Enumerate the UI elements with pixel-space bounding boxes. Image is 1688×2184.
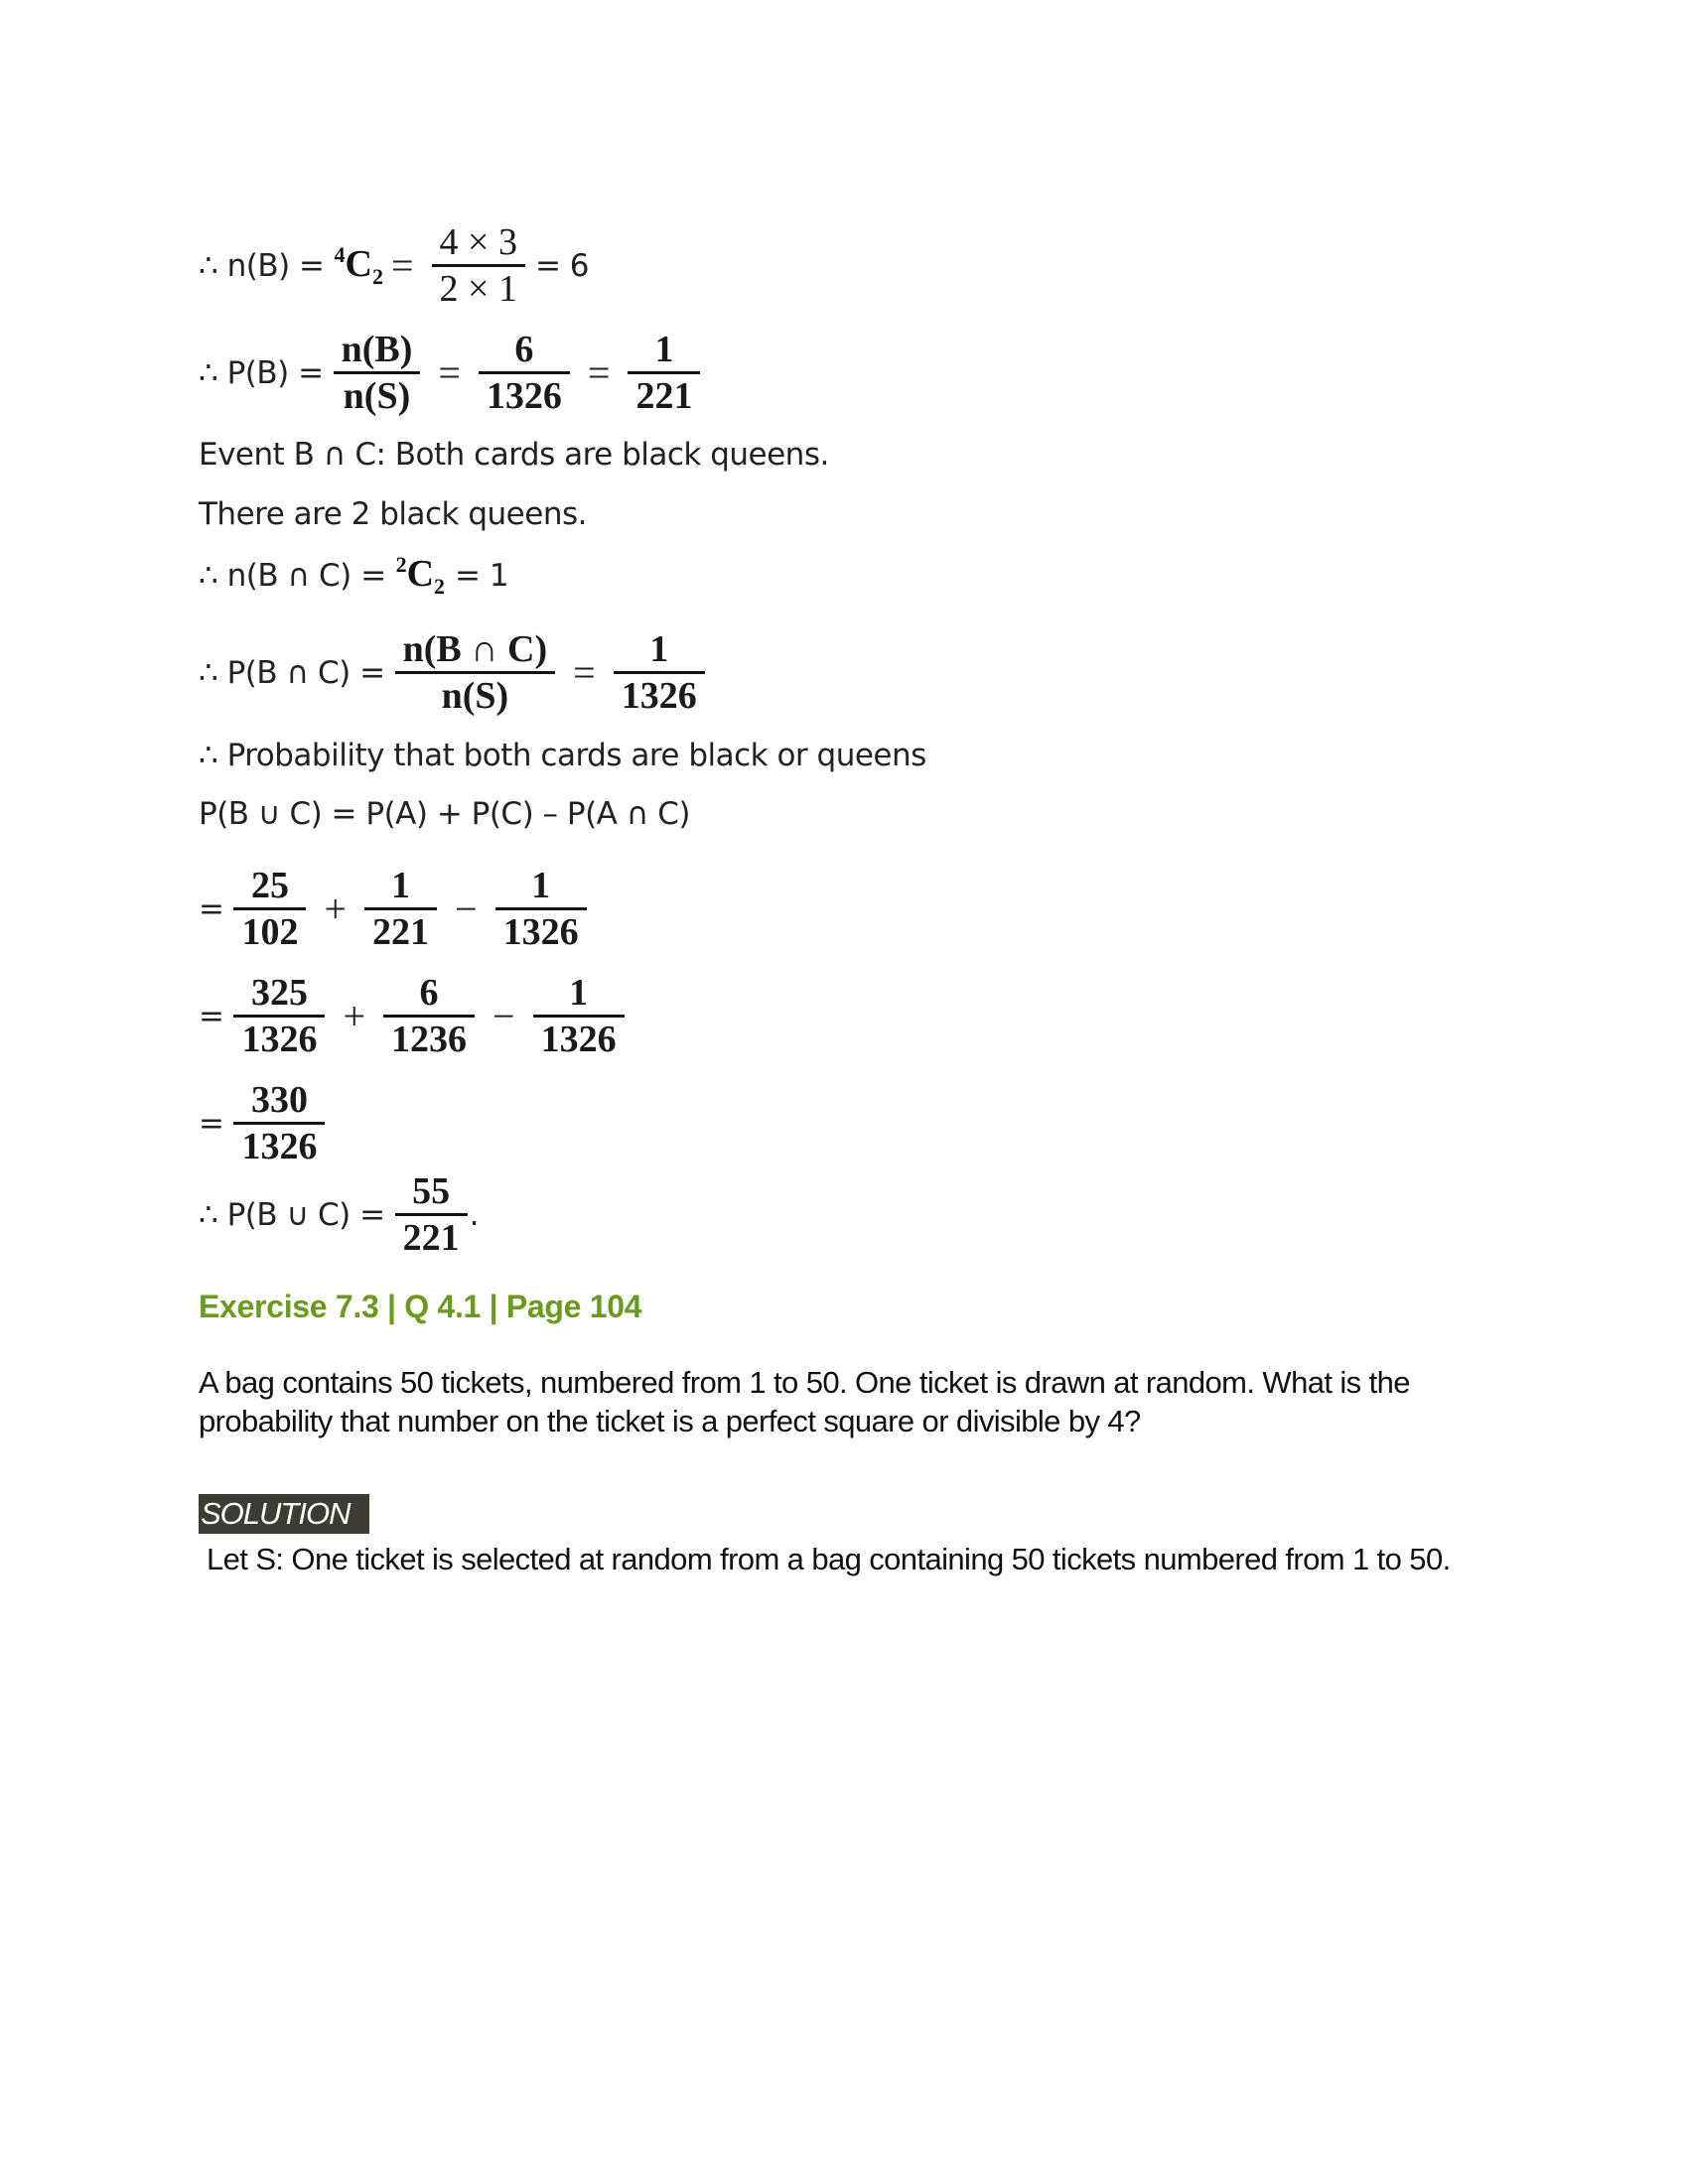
exercise-heading: Exercise 7.3 | Q 4.1 | Page 104 xyxy=(199,1289,642,1324)
fraction: $\frac{325}{1326}$ xyxy=(233,971,325,1061)
fraction: $\frac{6}{1236}$ xyxy=(383,971,475,1061)
step-3: = $\frac{330}{1326}$ xyxy=(199,1078,335,1168)
solution-label: SOLUTION xyxy=(199,1494,369,1534)
fraction: $\frac{1}{1326}$ xyxy=(495,864,587,954)
step-1: = $\frac{25}{102}$ + $\frac{1}{221}$ − $\frac{1}{1326}$ xyxy=(199,864,597,954)
fraction: $\frac{n(B \cap C)}{n(S)}$ xyxy=(395,627,556,718)
equation-pBC: ∴ P(B ∩ C) = $\frac{n(B \cap C)}{n(S)}$ = $\frac{1}{1326}$ xyxy=(199,627,715,718)
fraction: $\frac{25}{102}$ xyxy=(233,864,306,954)
equation-nB xyxy=(199,220,589,311)
fraction: $\frac{1}{221}$ xyxy=(628,328,700,418)
event-bc-text: Event B ∩ C: Both cards are black queens. xyxy=(199,437,829,473)
nB-prefix: ∴ n(B) = xyxy=(199,247,325,284)
fraction: $\frac{4 \times 3}{2 \times 1}$ xyxy=(432,220,525,311)
equals-sign: = xyxy=(390,243,414,288)
black-queens-text: There are 2 black queens. xyxy=(199,496,587,532)
probability-statement: ∴ Probability that both cards are black or queens xyxy=(199,738,926,773)
fraction: $\frac{1}{1326}$ xyxy=(614,627,705,718)
final-result: ∴ P(B ∪ C) = $\frac{55}{221}$ . xyxy=(199,1170,479,1259)
equation-pB: ∴ P(B) = $\frac{n(B)}{n(S)}$ = $\frac{6}{1326}$ = $\frac{1}{221}$ xyxy=(199,328,710,418)
fraction: $\frac{1}{221}$ xyxy=(364,864,437,954)
fraction: $\frac{6}{1326}$ xyxy=(479,328,570,418)
question-text: A bag contains 50 tickets, numbered from 1 to 50. One ticket is drawn at random. What is the probability that number on the ticket is a perfect square or divisible by 4? xyxy=(199,1365,1410,1438)
union-formula: P(B ∪ C) = P(A) + P(C) – P(A ∩ C) xyxy=(199,796,691,832)
pB-prefix: ∴ P(B) = xyxy=(199,354,324,391)
equation-nBC: ∴ n(B ∩ C) = 2C2 = 1 xyxy=(199,552,509,599)
combination: 4C2 xyxy=(334,241,383,289)
fraction: $\frac{55}{221}$ xyxy=(395,1169,468,1260)
combination: 2C2 xyxy=(395,552,446,599)
fraction: $\frac{1}{1326}$ xyxy=(533,971,625,1061)
solution-text: Let S: One ticket is selected at random from a bag containing 50 tickets numbered from 1 to 50. xyxy=(199,1542,1451,1576)
fraction: $\frac{n(B)}{n(S)}$ xyxy=(334,328,421,418)
step-2: = $\frac{325}{1326}$ + $\frac{6}{1236}$ − $\frac{1}{1326}$ xyxy=(199,971,634,1061)
nB-result: = 6 xyxy=(534,247,590,284)
fraction: $\frac{330}{1326}$ xyxy=(233,1078,325,1168)
